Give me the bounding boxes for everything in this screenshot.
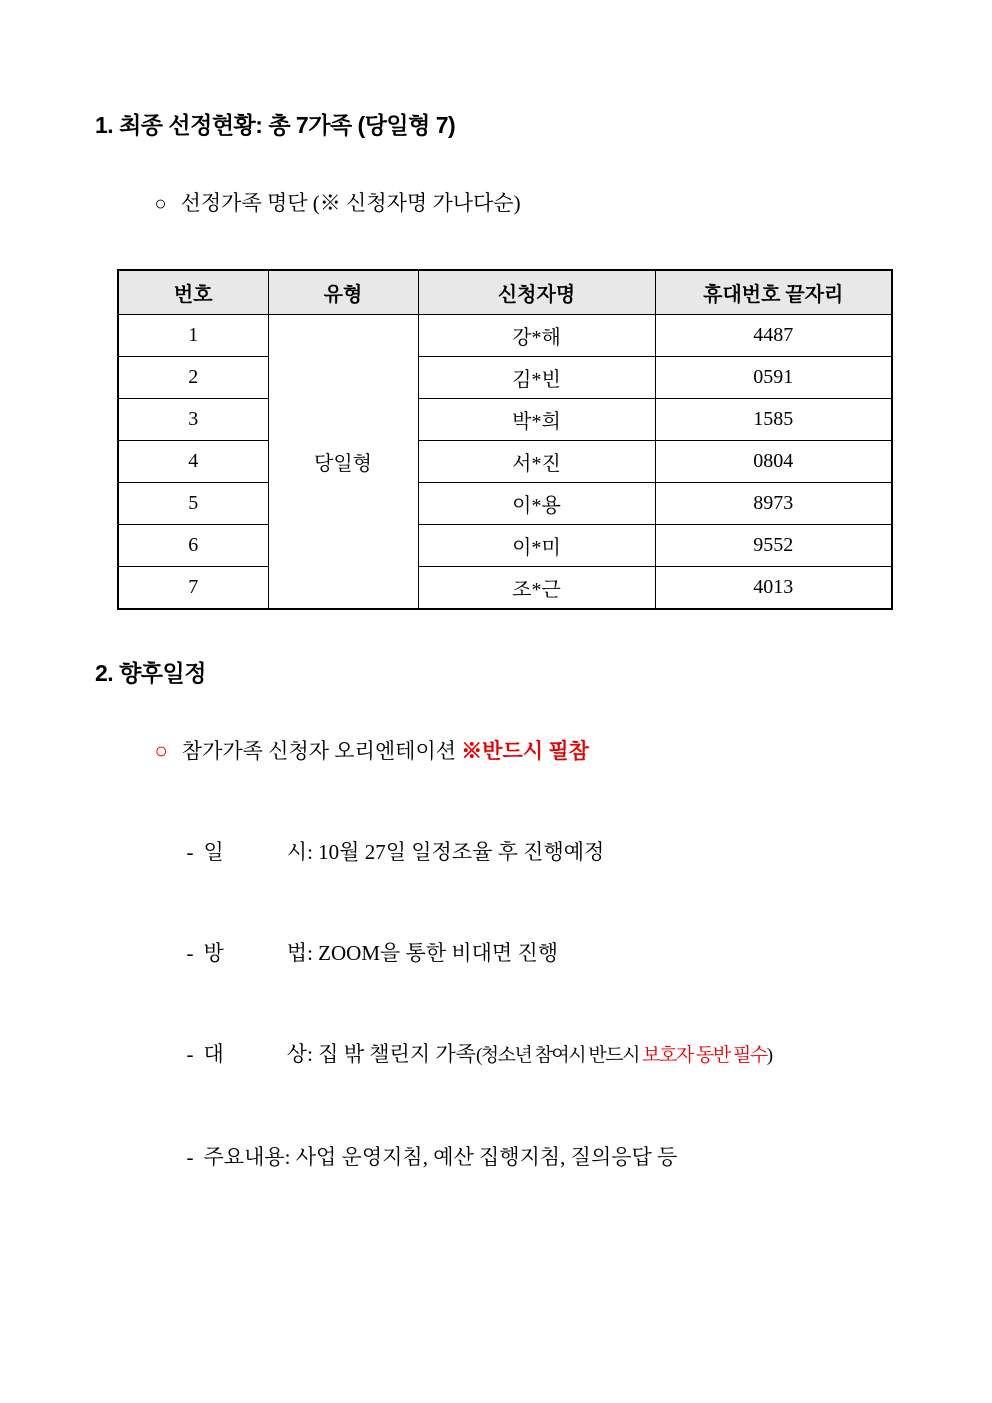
column-header-no: 번호	[118, 270, 268, 315]
cell-no: 1	[118, 315, 268, 357]
selected-families-table	[117, 269, 893, 610]
item-label: 일 시:	[203, 840, 313, 864]
paren-close: )	[766, 1045, 772, 1066]
section1-subtitle: 선정가족 명단 (※ 신청자명 가나다순)	[180, 191, 521, 215]
table-row	[118, 315, 892, 357]
table-row	[118, 567, 892, 610]
cell-name: 박*희	[418, 399, 655, 441]
cell-phone: 8973	[655, 483, 892, 525]
guardian-required-note: 보호자 동반 필수	[642, 1045, 767, 1066]
item-text: 10월 27일 일정조율 후 진행예정	[312, 840, 605, 864]
item-label: 대 상:	[203, 1042, 313, 1066]
circle-bullet-icon: ○	[154, 738, 168, 763]
cell-no: 4	[118, 441, 268, 483]
circle-bullet-icon: ○	[154, 193, 167, 215]
table-row	[118, 483, 892, 525]
table-row	[118, 399, 892, 441]
cell-no: 3	[118, 399, 268, 441]
table-row	[118, 441, 892, 483]
schedule-item-date	[155, 810, 992, 894]
cell-name: 서*진	[418, 441, 655, 483]
section2-subtitle: 참가가족 신청자 오리엔테이션	[181, 739, 462, 763]
dash-bullet: -	[186, 840, 194, 864]
section-selection-status	[0, 111, 992, 610]
cell-name: 김*빈	[418, 357, 655, 399]
item-label: 방 법:	[203, 941, 313, 965]
dash-bullet: -	[186, 1042, 194, 1066]
cell-phone: 1585	[655, 399, 892, 441]
cell-type-merged: 당일형	[268, 315, 418, 610]
dash-bullet: -	[186, 941, 194, 965]
cell-phone: 4013	[655, 567, 892, 610]
item-text: ZOOM을 통한 비대면 진행	[312, 941, 559, 965]
cell-phone: 9552	[655, 525, 892, 567]
cell-name: 이*미	[418, 525, 655, 567]
cell-no: 7	[118, 567, 268, 610]
item-text: 사업 운영지침, 예산 집행지침, 질의응답 등	[290, 1145, 678, 1169]
cell-phone: 4487	[655, 315, 892, 357]
cell-name: 강*해	[418, 315, 655, 357]
cell-no: 2	[118, 357, 268, 399]
cell-no: 6	[118, 525, 268, 567]
dash-bullet: -	[186, 1145, 194, 1169]
table-row	[118, 525, 892, 567]
mandatory-attendance-note: ※반드시 필참	[461, 739, 589, 763]
column-header-phone-suffix: 휴대번호 끝자리	[655, 270, 892, 315]
cell-name: 조*근	[418, 567, 655, 610]
item-text: 집 밖 챌린지 가족	[312, 1042, 476, 1066]
schedule-item-method	[155, 911, 992, 995]
item-label: 주요내용:	[203, 1145, 291, 1169]
section1-bullet-line	[123, 161, 992, 246]
cell-phone: 0591	[655, 357, 892, 399]
cell-phone: 0804	[655, 441, 892, 483]
schedule-item-target	[155, 1012, 992, 1098]
table-row	[118, 357, 892, 399]
column-header-type: 유형	[268, 270, 418, 315]
table-header-row	[118, 270, 892, 315]
paren-text: (청소년 참여시 반드시	[475, 1045, 643, 1066]
column-header-applicant-name: 신청자명	[418, 270, 655, 315]
cell-no: 5	[118, 483, 268, 525]
section-upcoming-schedule	[0, 659, 992, 1199]
section2-heading: 2. 향후일정	[95, 660, 206, 686]
section1-heading: 1. 최종 선정현황: 총 7가족 (당일형 7)	[95, 112, 456, 138]
schedule-item-main-contents	[155, 1115, 992, 1199]
section2-bullet-line	[123, 709, 992, 793]
cell-name: 이*용	[418, 483, 655, 525]
item-paren-note	[476, 1045, 772, 1066]
